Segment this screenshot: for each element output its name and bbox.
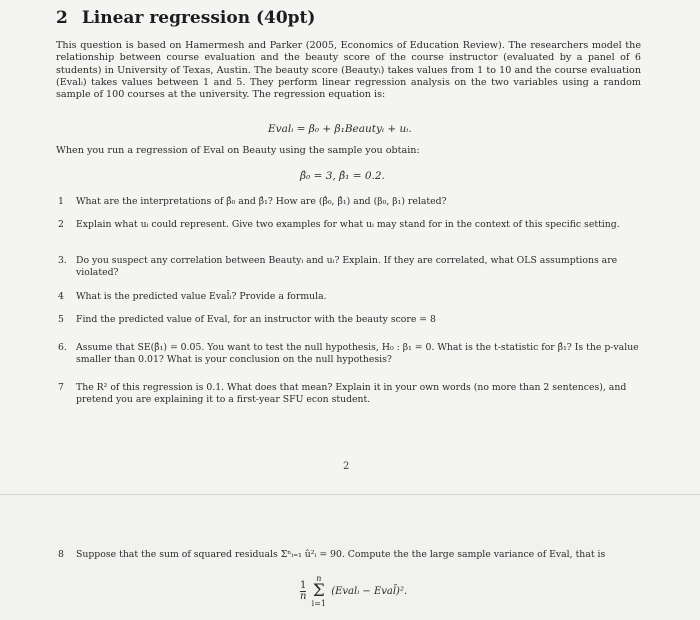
- question-number: 7: [58, 382, 64, 393]
- question-3: [58, 255, 644, 279]
- question-1: [58, 196, 644, 208]
- question-number: 2: [58, 219, 64, 230]
- formula-body: (Evalᵢ − Eval̄)².: [331, 586, 408, 597]
- question-2: [58, 219, 644, 231]
- page-number: 2: [343, 461, 350, 472]
- sum-upper-limit: n: [316, 574, 322, 583]
- sum-lower-limit: i=1: [311, 599, 326, 608]
- summation-icon: n Σ i=1: [311, 574, 326, 608]
- question-text: Suppose that the sum of squared residuals Σⁿᵢ₌₁ û²ᵢ = 90. Compute the the large sample variance of Eval, that is: [76, 549, 606, 560]
- question-text: Find the predicted value of Eval, for an instructor with the beauty score = 8: [76, 314, 436, 325]
- question-number: 5: [58, 314, 64, 325]
- fraction-denominator: n: [300, 591, 307, 602]
- intro-paragraph: This question is based on Hamermesh and Parker (2005, Economics of Education Review). The researchers model the relationship between course evaluation and the beauty score of the course instructor (evaluated by a panel of 6 students) in University of Texas, Austin. The beauty score (Beautyᵢ) takes values from 1 to 10 and the course evaluation (Evalᵢ) takes values between 1 and 5. They perform linear regression analysis on the two variables using a random sample of 100 courses at the university. The regression equation is:: [56, 40, 641, 101]
- section-number: 2: [56, 8, 68, 28]
- question-6: [58, 342, 644, 366]
- question-text: Do you suspect any correlation between Beautyᵢ and uᵢ? Explain. If they are correlated, what OLS assumptions are violated?: [76, 255, 618, 278]
- estimates-equation: β̂₀ = 3, β̂₁ = 0.2.: [300, 170, 385, 182]
- section-title: [56, 8, 315, 28]
- question-text: The R² of this regression is 0.1. What does that mean? Explain it in your own words (no more than 2 sentences), and pretend you are explaining it to a first-year SFU econ student.: [76, 382, 627, 405]
- question-number: 1: [58, 196, 64, 207]
- fraction: [300, 581, 306, 602]
- fraction-numerator: 1: [300, 580, 307, 591]
- question-text: What is the predicted value Eval̂ᵢ? Provide a formula.: [76, 291, 327, 302]
- question-text: What are the interpretations of β̂₀ and β̂₁? How are (β̂₀, β̂₁) and (β₀, β₁) related?: [76, 196, 447, 207]
- question-7: [58, 382, 644, 406]
- question-4: [58, 291, 644, 303]
- variance-formula: [300, 575, 407, 608]
- sample-intro: When you run a regression of Eval on Beauty using the sample you obtain:: [56, 145, 420, 156]
- question-number: 6.: [58, 342, 67, 353]
- question-number: 8: [58, 549, 64, 560]
- question-8: [58, 549, 644, 561]
- question-5: [58, 314, 644, 326]
- model-equation: Evalᵢ = β₀ + β₁Beautyᵢ + uᵢ.: [268, 123, 412, 135]
- section-title-text: Linear regression (40pt): [81, 8, 316, 28]
- question-number: 4: [58, 291, 64, 302]
- question-text: Explain what uᵢ could represent. Give two examples for what uᵢ may stand for in the context of this specific setting.: [76, 219, 620, 230]
- question-number: 3.: [58, 255, 67, 266]
- question-text: Assume that SE(β̂₁) = 0.05. You want to test the null hypothesis, H₀ : β₁ = 0. What is the t-statistic for β̂₁? Is the p-value smaller than 0.01? What is your conclusion on the null hypothesis?: [76, 342, 639, 365]
- page-two: [0, 494, 700, 620]
